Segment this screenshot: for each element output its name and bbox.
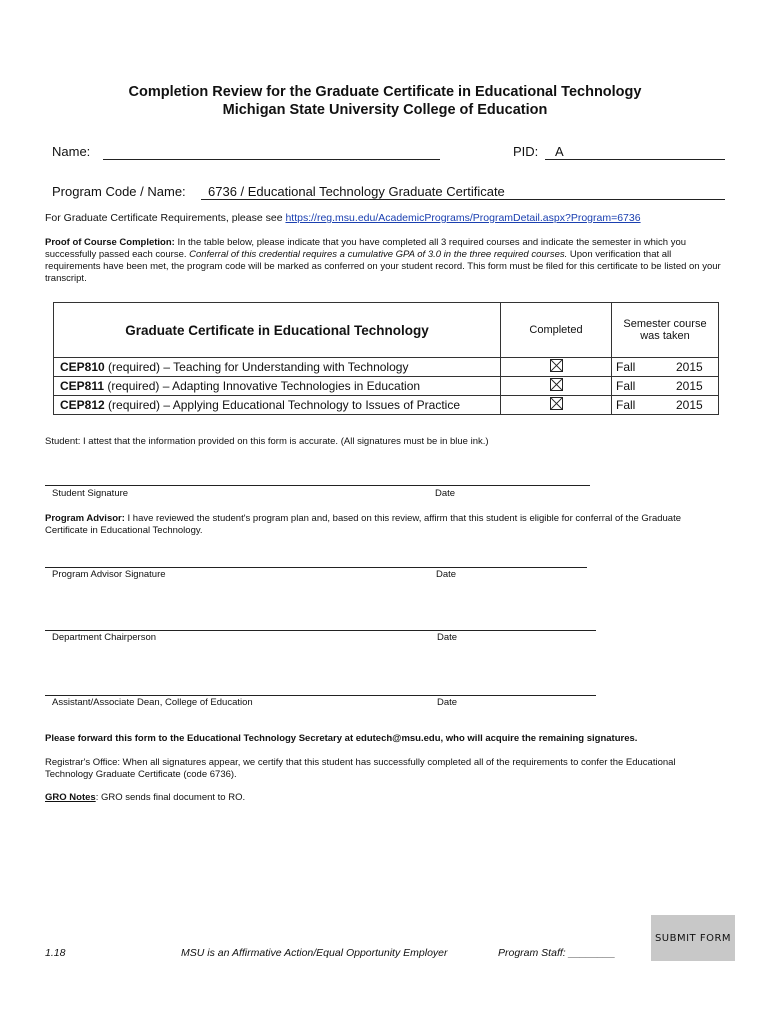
semester-term[interactable]: Fall <box>616 379 636 393</box>
student-attest: Student: I attest that the information provided on this form is accurate. (All signatures must be in blue ink.) <box>45 436 489 447</box>
pid-field[interactable] <box>545 159 725 160</box>
dean-signature-line[interactable] <box>45 695 596 696</box>
table-row <box>54 358 719 377</box>
requirements-text: For Graduate Certificate Requirements, please see <box>45 212 286 224</box>
registrar-statement: Registrar's Office: When all signatures appear, we certify that this student has successfully completed all of the requirements to confer the Educational Technology Graduate Certificate (code 6736). <box>45 757 676 780</box>
course-cell <box>54 396 501 415</box>
forward-instructions: Please forward this form to the Educational Technology Secretary at edutech@msu.edu, who will acquire the remaining signatures. <box>45 733 638 744</box>
table-row <box>54 377 719 396</box>
proof-text-2: Upon verification that all requirements have been met, the program code will be marked as conferred on your student record. This form must be filed for this certificate to be listed on your transcript. <box>45 249 721 284</box>
semester-year[interactable]: 2015 <box>676 398 703 412</box>
completed-checkbox[interactable] <box>550 378 563 391</box>
proof-text-1: In the table below, please indicate that you have completed all 3 required courses and indicate the semester in which you successfully passed each course. <box>45 237 687 260</box>
course-desc: (required) – Teaching for Understanding with Technology <box>104 360 409 374</box>
course-code: CEP811 <box>60 379 105 393</box>
course-desc: (required) – Adapting Innovative Technologies in Education <box>104 379 421 393</box>
course-code: CEP812 <box>60 398 105 412</box>
pid-value: A <box>555 144 564 159</box>
eeo-statement: MSU is an Affirmative Action/Equal Opportunity Employer <box>181 947 448 959</box>
dean-signature-label: Assistant/Associate Dean, College of Education <box>52 697 253 708</box>
advisor-date-label: Date <box>436 569 457 580</box>
completed-cell <box>501 377 612 396</box>
gro-text: : GRO sends final document to RO. <box>95 792 246 803</box>
pid-label: PID: <box>513 144 539 159</box>
requirements-line <box>45 212 641 224</box>
program-staff: Program Staff: ________ <box>498 947 616 959</box>
proof-label: Proof of Course Completion: <box>45 237 175 248</box>
course-table <box>53 302 719 415</box>
student-signature-line[interactable] <box>45 485 590 486</box>
student-date-label: Date <box>435 488 456 499</box>
gro-label: GRO Notes <box>45 792 96 803</box>
semester-header: Semester course was taken <box>612 303 719 358</box>
semester-year[interactable]: 2015 <box>676 360 703 374</box>
dean-date-label: Date <box>437 697 458 708</box>
completed-header: Completed <box>501 303 612 358</box>
semester-cell <box>612 358 719 377</box>
course-cell <box>54 358 501 377</box>
chair-signature-line[interactable] <box>45 630 596 631</box>
completed-checkbox[interactable] <box>550 397 563 410</box>
semester-year[interactable]: 2015 <box>676 379 703 393</box>
table-header-row <box>54 303 719 358</box>
student-signature-label: Student Signature <box>52 488 129 499</box>
course-code: CEP810 <box>60 360 105 374</box>
advisor-label: Program Advisor: <box>45 513 125 524</box>
submit-form-button[interactable]: SUBMIT FORM <box>651 915 735 961</box>
advisor-signature-line[interactable] <box>45 567 587 568</box>
program-field[interactable] <box>201 199 725 200</box>
name-label: Name: <box>52 144 91 159</box>
advisor-text: I have reviewed the student's program plan and, based on this review, affirm that this student is eligible for conferral of the Graduate Certificate in Educational Technology. <box>45 513 682 536</box>
form-title: Completion Review for the Graduate Certificate in Educational Technology <box>128 84 642 100</box>
completed-cell <box>501 396 612 415</box>
completed-cell <box>501 358 612 377</box>
program-label: Program Code / Name: <box>52 184 186 199</box>
course-cell <box>54 377 501 396</box>
form-version: 1.18 <box>45 947 66 959</box>
course-desc: (required) – Applying Educational Technology to Issues of Practice <box>104 398 461 412</box>
program-value: 6736 / Educational Technology Graduate Certificate <box>208 184 505 199</box>
semester-term[interactable]: Fall <box>616 398 636 412</box>
chair-signature-label: Department Chairperson <box>52 632 157 643</box>
requirements-link[interactable]: https://reg.msu.edu/AcademicPrograms/ProgramDetail.aspx?Program=6736 <box>285 212 641 224</box>
table-row <box>54 396 719 415</box>
proof-italic: Conferral of this credential requires a cumulative GPA of 3.0 in the three required courses. <box>189 249 568 260</box>
institution-title: Michigan State University College of Education <box>222 102 548 118</box>
gro-notes <box>45 792 245 804</box>
semester-cell <box>612 377 719 396</box>
proof-paragraph <box>45 237 721 285</box>
semester-cell <box>612 396 719 415</box>
chair-date-label: Date <box>437 632 458 643</box>
semester-term[interactable]: Fall <box>616 360 636 374</box>
advisor-statement <box>45 513 725 537</box>
completed-checkbox[interactable] <box>550 359 563 372</box>
table-heading: Graduate Certificate in Educational Technology <box>54 303 501 358</box>
name-field[interactable] <box>103 159 440 160</box>
advisor-signature-label: Program Advisor Signature <box>52 569 166 580</box>
